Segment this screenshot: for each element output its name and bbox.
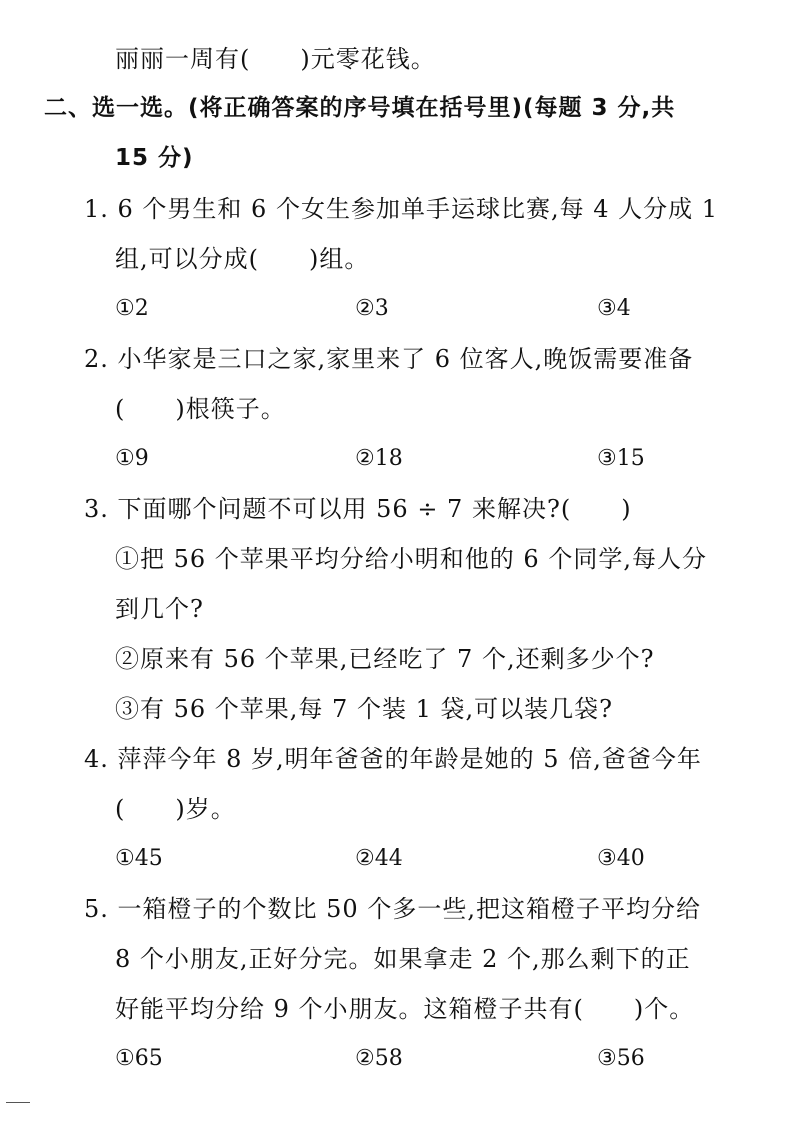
question-4-line-1: 4. 萍萍今年 8 岁,明年爸爸的年龄是她的 5 倍,爸爸今年 [84, 745, 702, 773]
question-4-option-2: ②44 [355, 846, 403, 871]
question-5-line-2: 8 个小朋友,正好分完。如果拿走 2 个,那么剩下的正 [115, 945, 691, 973]
question-5-line-3: 好能平均分给 9 个小朋友。这箱橙子共有( )个。 [115, 995, 695, 1023]
question-2-line-2: ( )根筷子。 [115, 395, 286, 423]
question-2-line-1: 2. 小华家是三口之家,家里来了 6 位客人,晚饭需要准备 [84, 345, 694, 373]
question-3-option-3: ③有 56 个苹果,每 7 个装 1 袋,可以装几袋? [115, 695, 613, 723]
question-4-line-2: ( )岁。 [115, 795, 236, 823]
question-5-option-3: ③56 [597, 1046, 645, 1071]
question-2-option-2: ②18 [355, 446, 403, 471]
question-1-option-2: ②3 [355, 296, 389, 321]
question-3-option-1-continued: 到几个? [115, 595, 204, 623]
question-3-option-2: ②原来有 56 个苹果,已经吃了 7 个,还剩多少个? [115, 645, 655, 673]
previous-question-tail: 丽丽一周有( )元零花钱。 [115, 45, 436, 73]
question-1-line-1: 1. 6 个男生和 6 个女生参加单手运球比赛,每 4 人分成 1 [84, 195, 719, 223]
question-1-line-2: 组,可以分成( )组。 [115, 245, 370, 273]
question-2-option-1: ①9 [115, 446, 149, 471]
question-5-option-1: ①65 [115, 1046, 163, 1071]
section-heading: 二、选一选。(将正确答案的序号填在括号里)(每题 3 分,共 [44, 95, 676, 121]
question-5-line-1: 5. 一箱橙子的个数比 50 个多一些,把这箱橙子平均分给 [84, 895, 701, 923]
question-1-option-3: ③4 [597, 296, 631, 321]
question-1-option-1: ①2 [115, 296, 149, 321]
question-5-option-2: ②58 [355, 1046, 403, 1071]
question-3-line-1: 3. 下面哪个问题不可以用 56 ÷ 7 来解决?( ) [84, 495, 632, 523]
margin-mark [6, 1102, 30, 1103]
question-4-option-3: ③40 [597, 846, 645, 871]
question-4-option-1: ①45 [115, 846, 163, 871]
question-3-option-1: ①把 56 个苹果平均分给小明和他的 6 个同学,每人分 [115, 545, 707, 573]
question-2-option-3: ③15 [597, 446, 645, 471]
section-heading-continued: 15 分) [115, 145, 194, 171]
